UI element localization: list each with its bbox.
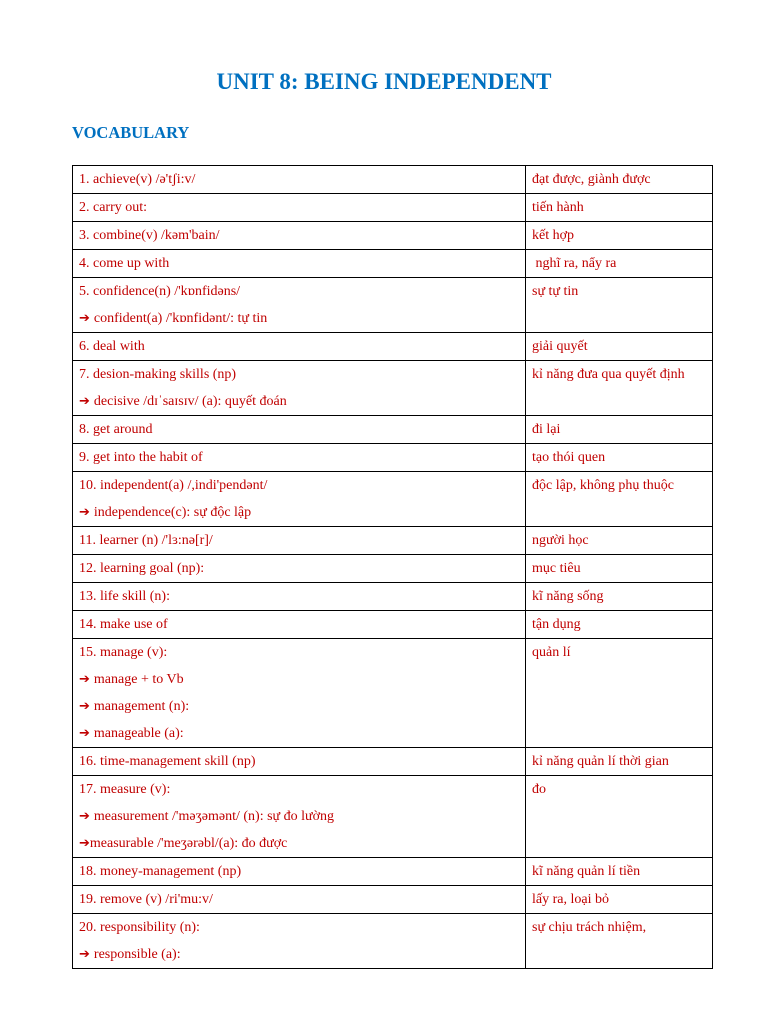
vocab-meaning: tạo thói quen: [526, 444, 713, 472]
arrow-right-icon: ➔: [79, 836, 90, 851]
vocab-meaning: kĩ năng sống: [526, 583, 713, 611]
vocab-derivative-text: manageable (a):: [93, 726, 184, 741]
vocab-meaning: đạt được, giành được: [526, 166, 713, 194]
vocab-term-cell: [73, 416, 526, 444]
vocabulary-table-body: [73, 166, 713, 969]
vocab-term-cell: [73, 194, 526, 222]
table-row: [73, 914, 713, 969]
vocab-meaning: đo: [526, 776, 713, 858]
table-row: [73, 886, 713, 914]
vocab-meaning: kết hợp: [526, 222, 713, 250]
vocab-term: 2. carry out:: [79, 200, 148, 215]
table-row: [73, 858, 713, 886]
vocab-term: 1. achieve(v) /ə'tʃi:v/: [79, 172, 196, 187]
vocab-meaning: quản lí: [526, 639, 713, 748]
vocab-meaning: mục tiêu: [526, 555, 713, 583]
table-row: [73, 166, 713, 194]
table-row: [73, 527, 713, 555]
vocab-term: 17. measure (v):: [79, 782, 171, 797]
table-row: [73, 361, 713, 416]
vocab-term-cell: [73, 166, 526, 194]
arrow-right-icon: ➔: [79, 505, 90, 520]
table-row: [73, 250, 713, 278]
arrow-right-icon: ➔: [79, 726, 90, 741]
vocab-meaning: tận dụng: [526, 611, 713, 639]
vocab-derivative: [79, 388, 519, 415]
vocab-term: 4. come up with: [79, 256, 170, 271]
vocab-term-cell: [73, 222, 526, 250]
vocab-derivative: [79, 830, 519, 857]
vocab-term-cell: [73, 583, 526, 611]
arrow-right-icon: ➔: [79, 947, 90, 962]
table-row: [73, 416, 713, 444]
vocab-derivative-text: confident(a) /'kɒnfidənt/: tự tin: [93, 311, 268, 326]
vocab-term: 20. responsibility (n):: [79, 920, 200, 935]
vocab-term-cell: [73, 886, 526, 914]
table-row: [73, 555, 713, 583]
vocab-derivative-text: responsible (a):: [93, 947, 181, 962]
vocab-term-cell: [73, 748, 526, 776]
vocab-term: 14. make use of: [79, 617, 168, 632]
vocab-meaning: tiến hành: [526, 194, 713, 222]
table-row: [73, 472, 713, 527]
vocab-derivative: [79, 305, 519, 332]
arrow-right-icon: ➔: [79, 394, 90, 409]
vocab-term-cell: [73, 250, 526, 278]
vocab-term: 8. get around: [79, 422, 153, 437]
vocab-derivative: [79, 499, 519, 526]
table-row: [73, 776, 713, 858]
vocab-term: 9. get into the habit of: [79, 450, 203, 465]
vocab-term-cell: [73, 444, 526, 472]
vocab-term-cell: [73, 611, 526, 639]
vocab-meaning: độc lập, không phụ thuộc: [526, 472, 713, 527]
vocab-term-cell: [73, 914, 526, 969]
table-row: [73, 194, 713, 222]
vocab-meaning: kỉ năng đưa qua quyết định: [526, 361, 713, 416]
vocab-derivative-text: measurable /'meʒərəbl/(a): đo được: [89, 836, 288, 851]
arrow-right-icon: ➔: [79, 311, 90, 326]
vocab-term: 12. learning goal (np):: [79, 561, 205, 576]
vocab-derivative-text: measurement /'məʒəmənt/ (n): sự đo lường: [93, 809, 334, 824]
vocab-derivative-text: decisive /dɪˈsaɪsɪv/ (a): quyết đoán: [93, 394, 287, 409]
table-row: [73, 333, 713, 361]
vocab-meaning: lấy ra, loại bỏ: [526, 886, 713, 914]
table-row: [73, 748, 713, 776]
vocab-derivative: [79, 941, 519, 968]
vocab-term: 5. confidence(n) /'kɒnfidəns/: [79, 284, 241, 299]
table-row: [73, 611, 713, 639]
vocab-derivative-text: manage + to Vb: [93, 672, 184, 687]
section-heading: VOCABULARY: [72, 123, 190, 142]
vocab-term: 6. deal with: [79, 339, 145, 354]
arrow-right-icon: ➔: [79, 699, 90, 714]
vocab-meaning: sự tự tin: [526, 278, 713, 333]
vocab-meaning: người học: [526, 527, 713, 555]
vocab-derivative: [79, 803, 519, 830]
vocab-term: 15. manage (v):: [79, 645, 168, 660]
vocab-meaning: kỉ năng quản lí thời gian: [526, 748, 713, 776]
vocab-derivative: [79, 720, 519, 747]
table-row: [73, 444, 713, 472]
table-row: [73, 583, 713, 611]
table-row: [73, 222, 713, 250]
vocab-derivative: [79, 693, 519, 720]
vocab-term: 19. remove (v) /ri'mu:v/: [79, 892, 213, 907]
vocab-term-cell: [73, 472, 526, 527]
vocab-term: 7. desion-making skills (np): [79, 367, 237, 382]
vocab-term-cell: [73, 527, 526, 555]
vocab-meaning: kĩ năng quản lí tiền: [526, 858, 713, 886]
vocabulary-table: [72, 165, 713, 969]
vocab-derivative-text: management (n):: [93, 699, 190, 714]
vocab-meaning: nghĩ ra, nẩy ra: [526, 250, 713, 278]
vocab-term: 11. learner (n) /'lɜ:nə[r]/: [79, 533, 213, 548]
vocab-term-cell: [73, 361, 526, 416]
arrow-right-icon: ➔: [79, 809, 90, 824]
vocab-term: 16. time-management skill (np): [79, 754, 256, 769]
vocab-term: 18. money-management (np): [79, 864, 242, 879]
vocab-term-cell: [73, 639, 526, 748]
table-row: [73, 639, 713, 748]
vocab-term: 13. life skill (n):: [79, 589, 170, 604]
vocab-derivative: [79, 666, 519, 693]
vocab-term-cell: [73, 776, 526, 858]
table-row: [73, 278, 713, 333]
vocab-term-cell: [73, 333, 526, 361]
vocab-meaning: giải quyết: [526, 333, 713, 361]
vocab-meaning: đi lại: [526, 416, 713, 444]
vocab-derivative-text: independence(c): sự độc lập: [93, 505, 252, 520]
vocab-term-cell: [73, 555, 526, 583]
vocab-term-cell: [73, 858, 526, 886]
vocab-term: 10. independent(a) /,indi'pendənt/: [79, 478, 268, 493]
vocab-term-cell: [73, 278, 526, 333]
arrow-right-icon: ➔: [79, 672, 90, 687]
page-title: UNIT 8: BEING INDEPENDENT: [216, 69, 552, 94]
vocab-term: 3. combine(v) /kəm'bain/: [79, 228, 220, 243]
vocab-meaning: sự chịu trách nhiệm,: [526, 914, 713, 969]
